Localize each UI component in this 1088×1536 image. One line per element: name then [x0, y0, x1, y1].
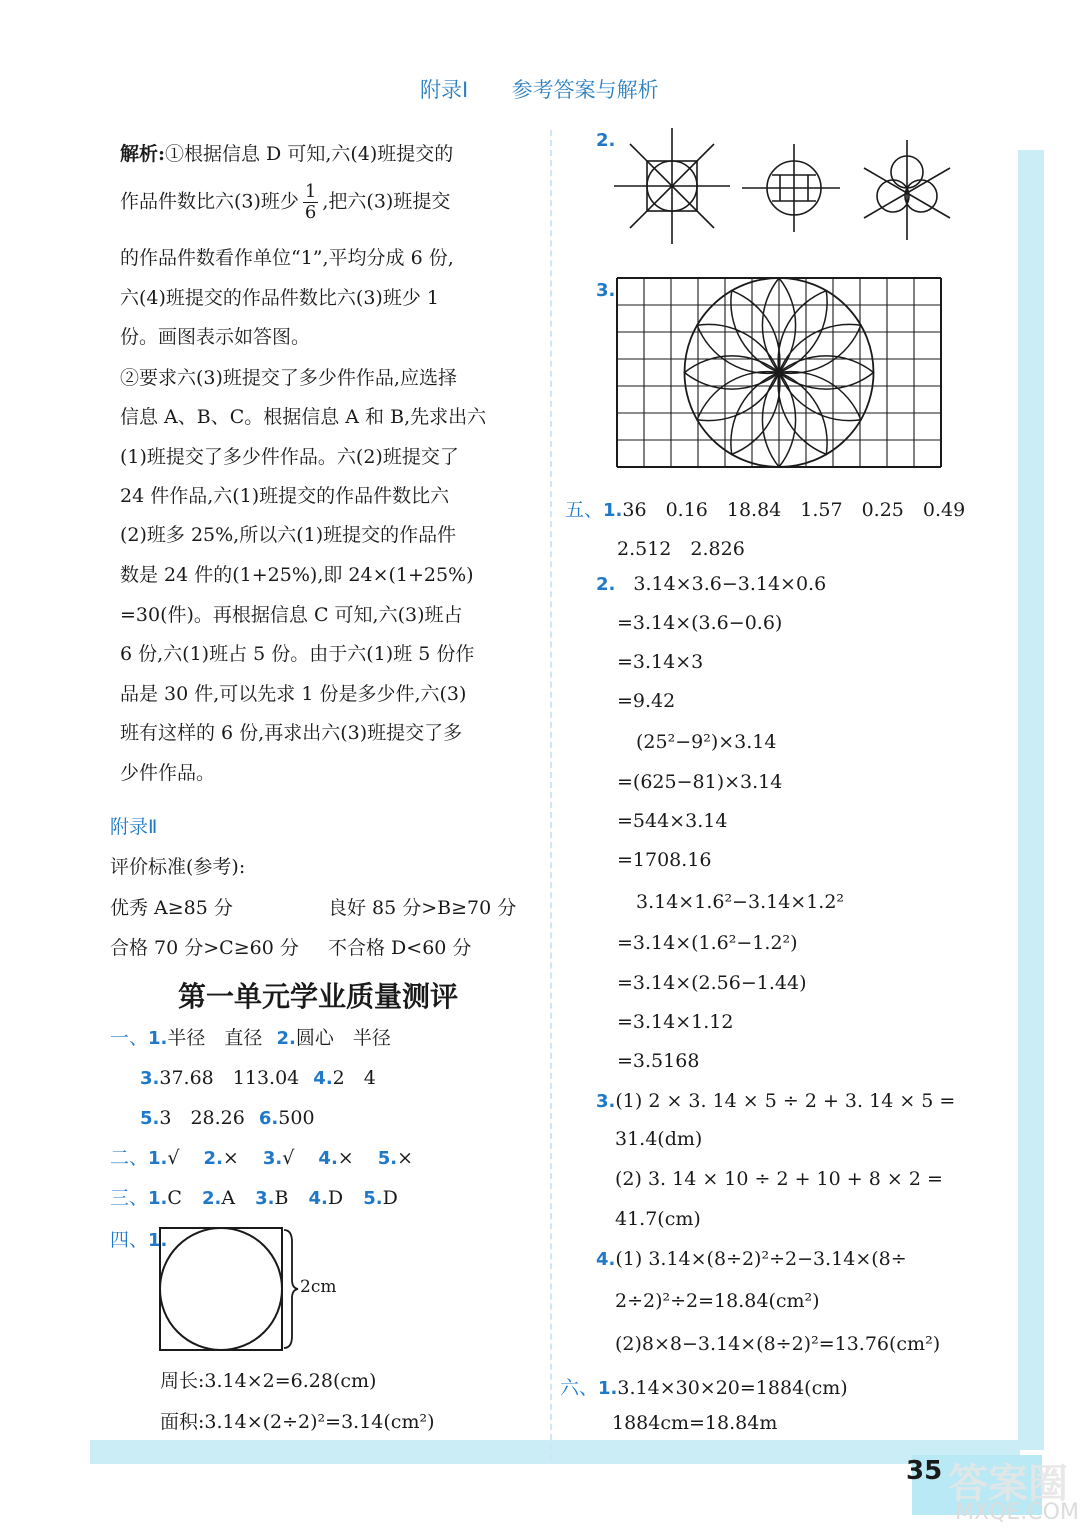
grid-flower-figure: [615, 276, 945, 476]
analysis-line-9: 24 件作品,六(1)班提交的作品件数比六: [120, 485, 450, 507]
q-num: 1.: [603, 500, 623, 521]
area-line: 面积:3.14×(2÷2)²=3.14(cm²): [160, 1411, 435, 1433]
q-num: 1.: [148, 1148, 168, 1169]
calc-12: =3.14×1.12: [617, 1011, 734, 1033]
calc-6: =(625−81)×3.14: [617, 771, 783, 793]
answer: ×: [222, 1147, 239, 1169]
answer: 半径 直径: [167, 1027, 263, 1049]
q3-line-2: 31.4(dm): [615, 1128, 703, 1150]
s3-label: 三、: [110, 1187, 149, 1209]
column-divider: [550, 130, 552, 1460]
q-num: 4.: [308, 1188, 328, 1209]
q-num: 3.: [262, 1148, 283, 1169]
answer: 36 0.16 18.84 1.57 0.25 0.49: [622, 499, 966, 521]
calc-4: =9.42: [617, 690, 676, 712]
q3-line-1: [596, 1090, 955, 1112]
q-num: 5.: [140, 1108, 160, 1129]
s1-row-2: [140, 1063, 376, 1090]
watermark-logo: 答案圈: [948, 1461, 1068, 1507]
answer: D: [382, 1187, 398, 1209]
q-num: 1.: [148, 1188, 168, 1209]
header-appendix: 附录Ⅰ: [420, 78, 469, 102]
s5-row-1: [565, 495, 965, 522]
bottom-margin-bar: [90, 1440, 1020, 1464]
answer: A: [221, 1187, 236, 1209]
q2-number: 2.: [596, 130, 616, 151]
s3-row: [110, 1183, 398, 1210]
calc-1: [596, 573, 826, 595]
s6-row-2: 1884cm=18.84m: [612, 1412, 778, 1434]
fraction: [303, 182, 318, 223]
analysis-line-15: 班有这样的 6 份,再求出六(3)班提交了多: [120, 722, 463, 744]
analysis-label: 解析:: [120, 143, 166, 165]
s2-label: 二、: [110, 1147, 149, 1169]
answer: 37.68 113.04: [159, 1067, 300, 1089]
s2-row: [110, 1143, 413, 1170]
figure-dimension-label: 2cm: [300, 1277, 337, 1297]
analysis-line-13: 6 份,六(1)班占 5 份。由于六(1)班 5 份作: [120, 643, 475, 665]
calc-3: =3.14×3: [617, 651, 704, 673]
s5-row-2: 2.512 2.826: [617, 538, 745, 560]
answer: 圆心 半径: [295, 1027, 391, 1049]
analysis-line-4: 六(4)班提交的作品件数比六(3)班少 1: [120, 287, 439, 309]
answer: 2 4: [332, 1067, 376, 1089]
q3-line-3: (2) 3. 14 × 10 ÷ 2 + 10 + 8 × 2 =: [615, 1168, 943, 1190]
q3-number: 3.: [596, 280, 616, 301]
q-num: 5.: [377, 1148, 398, 1169]
calc-text: (1) 3.14×(8÷2)²÷2−3.14×(8÷: [615, 1248, 907, 1270]
q-num: 4.: [318, 1148, 338, 1169]
calc-11: =3.14×(2.56−1.44): [617, 972, 807, 994]
s4-label: 四、: [110, 1229, 149, 1251]
calc-10: =3.14×(1.6²−1.2²): [617, 932, 798, 954]
right-margin-bar: [1018, 150, 1044, 1450]
q-num: 5.: [363, 1188, 383, 1209]
q4-line-2: 2÷2)²÷2=18.84(cm²): [615, 1290, 820, 1312]
q3-line-4: 41.7(cm): [615, 1208, 701, 1230]
brace: [284, 1230, 298, 1348]
answer: C: [167, 1187, 182, 1209]
analysis-text: ,把六(3)班提交: [322, 190, 451, 213]
page-header: [420, 74, 659, 104]
perimeter-line: 周长:3.14×2=6.28(cm): [160, 1370, 377, 1392]
figure-striped-circle: [742, 144, 840, 232]
analysis-line-11: 数是 24 件的(1+25%),即 24×(1+25%): [120, 564, 474, 586]
analysis-line-3: 的作品件数看作单位“1”,平均分成 6 份,: [120, 247, 454, 269]
analysis-line-2: [120, 182, 450, 223]
eval-good: 良好 85 分>B≥70 分: [328, 897, 517, 919]
s6-label: 六、: [560, 1377, 599, 1399]
analysis-line-6: ②要求六(3)班提交了多少件作品,应选择: [120, 367, 457, 389]
header-title: 参考答案与解析: [511, 78, 659, 102]
answer: 3 28.26: [159, 1107, 245, 1129]
calc-text: (1) 2 × 3. 14 × 5 ÷ 2 + 3. 14 × 5 =: [615, 1090, 956, 1112]
answer: ×: [337, 1147, 354, 1169]
answer: D: [327, 1187, 344, 1209]
q4-line-3: (2)8×8−3.14×(8÷2)²=13.76(cm²): [615, 1333, 941, 1355]
q4-line-1: [596, 1248, 907, 1270]
answer: ×: [397, 1147, 414, 1169]
eval-fail: 不合格 D<60 分: [328, 937, 472, 959]
page-number: 35: [906, 1456, 943, 1486]
symmetry-figures: [612, 128, 957, 246]
calc-text: 3.14×3.6−3.14×0.6: [633, 573, 827, 595]
answer: √: [282, 1147, 295, 1169]
calc-2: =3.14×(3.6−0.6): [617, 612, 783, 634]
analysis-line-5: 份。画图表示如答图。: [120, 326, 311, 348]
q-num: 4.: [313, 1068, 333, 1089]
answer: B: [274, 1187, 289, 1209]
analysis-text: 作品件数比六(3)班少: [120, 190, 299, 213]
q-num: 1.: [148, 1230, 168, 1251]
petal: [779, 356, 874, 389]
watermark-url: MXQE.COM: [955, 1500, 1079, 1525]
inscribed-circle: [160, 1228, 282, 1350]
calc-9: 3.14×1.6²−3.14×1.2²: [636, 891, 845, 913]
s5-label: 五、: [565, 499, 604, 521]
fraction-numerator: 1: [304, 181, 317, 202]
q-num: 1.: [598, 1378, 618, 1399]
calc-8: =1708.16: [617, 849, 712, 871]
analysis-line-12: =30(件)。再根据信息 C 可知,六(3)班占: [120, 604, 463, 626]
q-num: 3.: [255, 1188, 275, 1209]
q-num: 1.: [148, 1028, 168, 1049]
q-num: 2.: [203, 1148, 223, 1169]
s1-label: 一、: [110, 1027, 149, 1049]
q-num: 4.: [596, 1249, 616, 1270]
eval-title: 评价标准(参考):: [110, 856, 246, 878]
answer: 500: [278, 1107, 315, 1129]
q-num: 2.: [276, 1028, 296, 1049]
analysis-line-14: 品是 30 件,可以先求 1 份是多少件,六(3): [120, 683, 467, 705]
analysis-text: ①根据信息 D 可知,六(4)班提交的: [165, 143, 454, 165]
q-num: 2.: [201, 1188, 222, 1209]
appendix2-heading: 附录Ⅱ: [110, 816, 158, 838]
eval-pass: 合格 70 分>C≥60 分: [110, 937, 299, 959]
figure-square-circle: [614, 128, 730, 244]
analysis-line-10: (2)班多 25%,所以六(1)班提交的作品件: [120, 524, 457, 546]
q-num: 6.: [258, 1108, 279, 1129]
q-num: 2.: [596, 574, 616, 595]
analysis-line-1: [120, 139, 453, 166]
s6-row-1: [560, 1373, 848, 1400]
answer: √: [167, 1147, 180, 1169]
analysis-line-7: 信息 A、B、C。根据信息 A 和 B,先求出六: [120, 406, 487, 428]
petal: [685, 356, 780, 389]
figure-three-circles: [864, 140, 950, 240]
calc-7: =544×3.14: [617, 810, 728, 832]
answer: 3.14×30×20=1884(cm): [617, 1377, 848, 1399]
analysis-line-16: 少件作品。: [120, 762, 216, 784]
q-num: 3.: [140, 1068, 160, 1089]
section-title: 第一单元学业质量测评: [178, 980, 459, 1013]
eval-excellent: 优秀 A≥85 分: [110, 897, 233, 919]
fraction-denominator: 6: [304, 202, 317, 223]
s1-row-1: [110, 1023, 391, 1050]
s1-row-3: [140, 1103, 315, 1130]
calc-13: =3.5168: [617, 1050, 700, 1072]
calc-5: (25²−9²)×3.14: [636, 731, 777, 753]
analysis-line-8: (1)班提交了多少件作品。六(2)班提交了: [120, 446, 459, 468]
q-num: 3.: [596, 1091, 616, 1112]
